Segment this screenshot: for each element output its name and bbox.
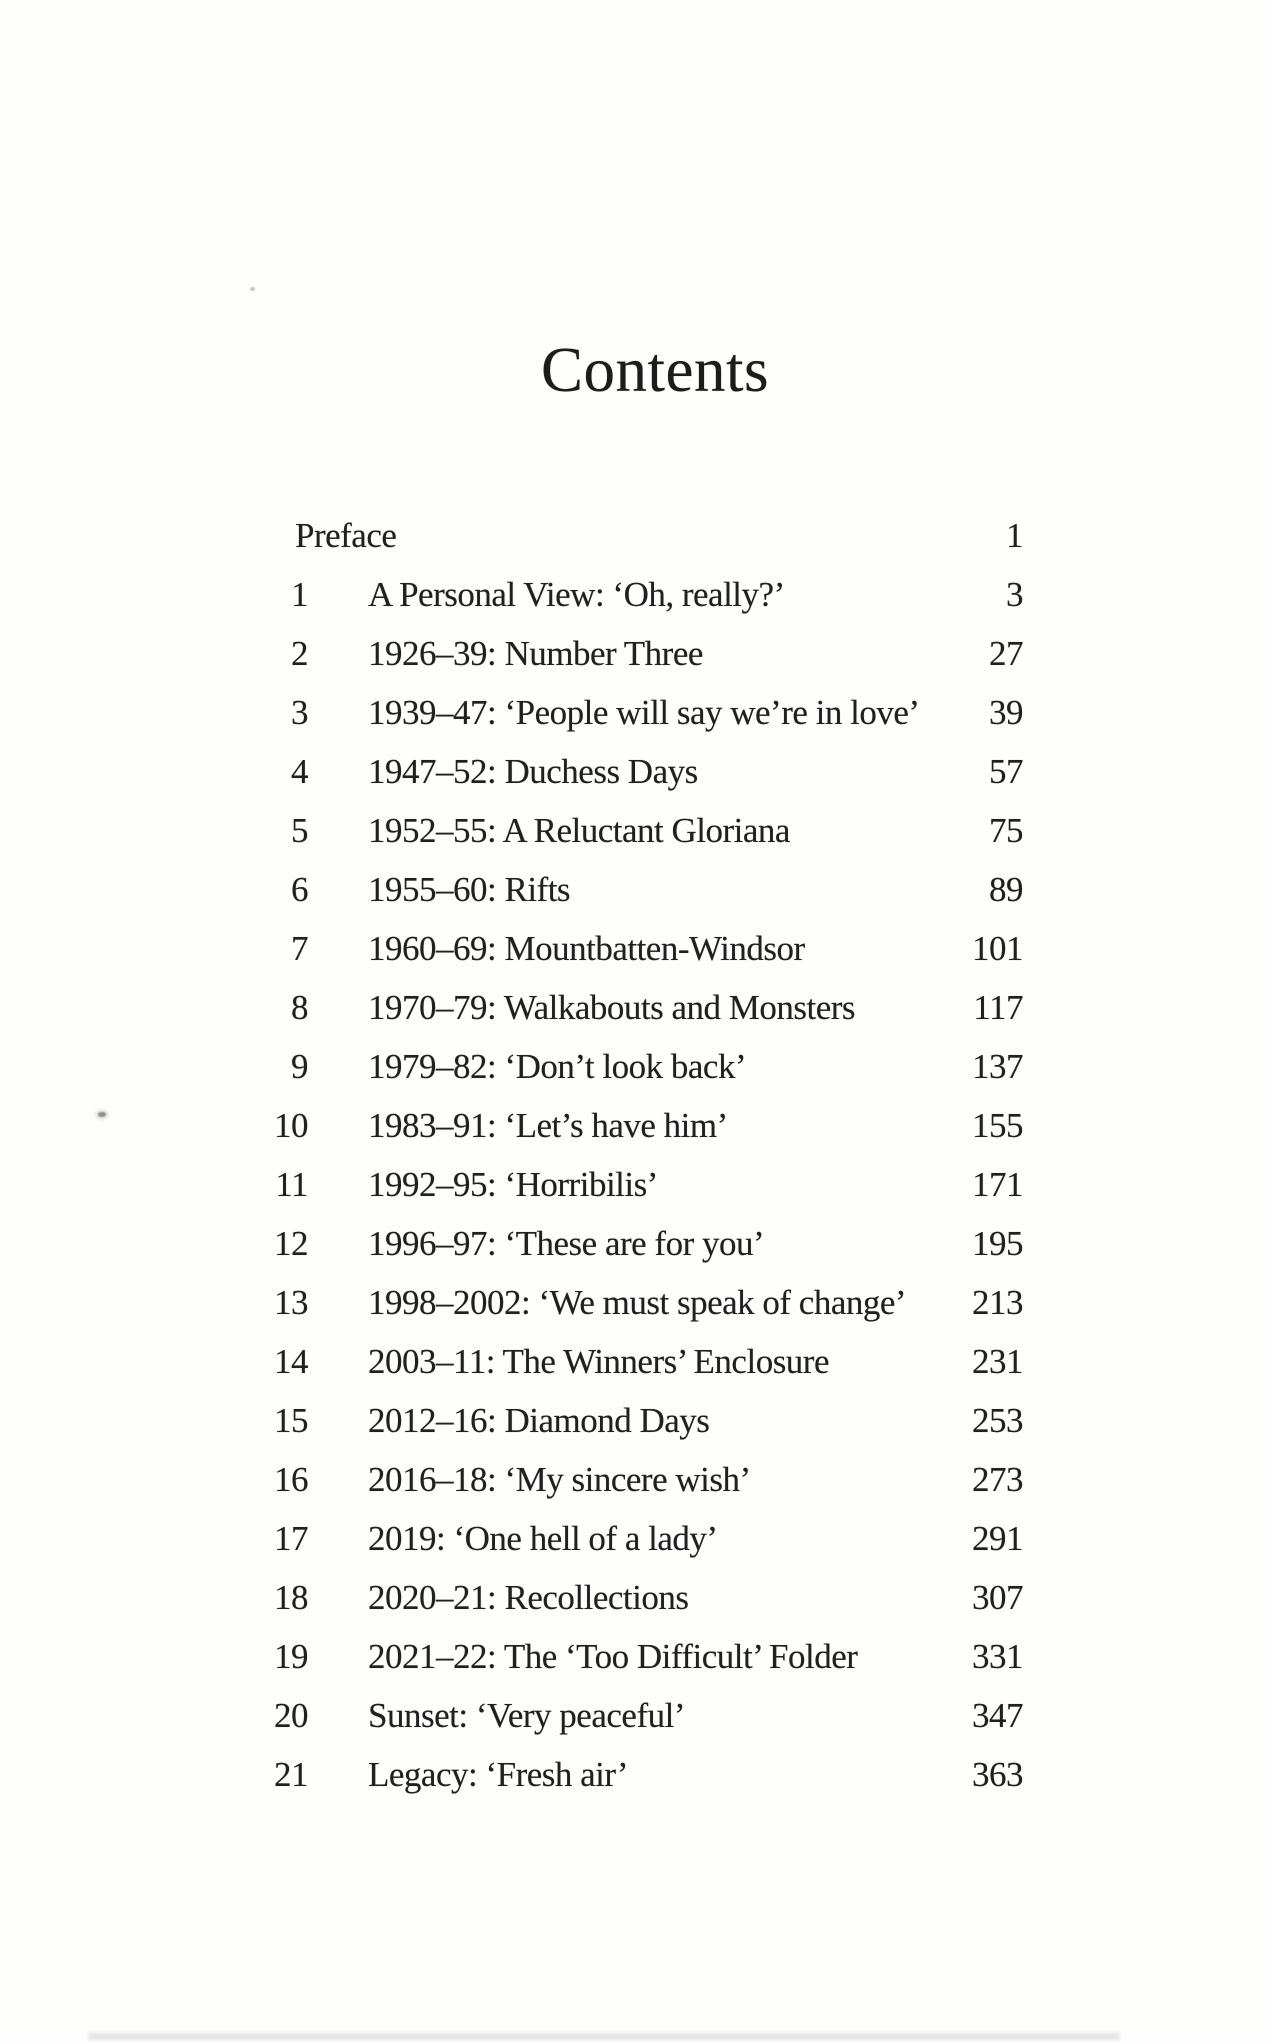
- chapter-title: 1996–97: ‘These are for you’: [368, 1224, 765, 1263]
- toc-row: [270, 683, 1023, 742]
- chapter-title: 1960–69: Mountbatten-Windsor: [368, 929, 805, 968]
- chapter-page-number: 231: [972, 1342, 1023, 1381]
- toc-row: [270, 1568, 1023, 1627]
- chapter-page-number: 347: [972, 1696, 1023, 1735]
- chapter-page-number: 117: [973, 988, 1023, 1027]
- chapter-title: 2012–16: Diamond Days: [368, 1401, 710, 1440]
- chapter-number: 16: [274, 1460, 308, 1499]
- chapter-title: A Personal View: ‘Oh, really?’: [368, 575, 785, 614]
- chapter-page-number: 27: [989, 634, 1023, 673]
- chapter-page-number: 75: [989, 811, 1023, 850]
- toc-row: [270, 1450, 1023, 1509]
- chapter-page-number: 307: [972, 1578, 1023, 1617]
- preface-label: Preface: [295, 516, 397, 555]
- chapter-page-number: 101: [972, 929, 1023, 968]
- chapter-title: 1970–79: Walkabouts and Monsters: [368, 988, 856, 1027]
- chapter-number: 14: [274, 1342, 308, 1381]
- chapter-number: 8: [291, 988, 308, 1027]
- chapter-title: 1947–52: Duchess Days: [368, 752, 698, 791]
- chapter-number: 21: [274, 1755, 308, 1794]
- chapter-title: 2019: ‘One hell of a lady’: [368, 1519, 718, 1558]
- chapter-title: Sunset: ‘Very peaceful’: [368, 1696, 685, 1735]
- chapter-page-number: 195: [972, 1224, 1023, 1263]
- chapter-page-number: 171: [972, 1165, 1023, 1204]
- chapter-number: 7: [291, 929, 308, 968]
- scan-speck: [98, 1112, 106, 1117]
- toc-row: [270, 801, 1023, 860]
- chapter-page-number: 39: [989, 693, 1023, 732]
- chapter-page-number: 363: [972, 1755, 1023, 1794]
- chapter-number: 4: [291, 752, 308, 791]
- toc-row: [270, 1745, 1023, 1804]
- preface-page-number: 1: [1006, 516, 1023, 555]
- chapter-page-number: 57: [989, 752, 1023, 791]
- toc-row: [270, 1332, 1023, 1391]
- toc-row: [270, 1627, 1023, 1686]
- toc-row: [270, 742, 1023, 801]
- chapter-page-number: 155: [972, 1106, 1023, 1145]
- chapter-title: 2003–11: The Winners’ Enclosure: [368, 1342, 829, 1381]
- chapter-page-number: 3: [1006, 575, 1023, 614]
- chapter-page-number: 273: [972, 1460, 1023, 1499]
- chapter-title: 1979–82: ‘Don’t look back’: [368, 1047, 747, 1086]
- chapter-number: 11: [275, 1165, 308, 1204]
- chapter-title: 1983–91: ‘Let’s have him’: [368, 1106, 728, 1145]
- chapter-number: 17: [274, 1519, 308, 1558]
- toc-row-preface: [270, 506, 1023, 565]
- chapter-number: 20: [274, 1696, 308, 1735]
- toc-row: [270, 978, 1023, 1037]
- toc-row: [270, 624, 1023, 683]
- scan-edge-artifact: [88, 2033, 1120, 2040]
- toc-row: [270, 919, 1023, 978]
- chapter-number: 1: [291, 575, 308, 614]
- toc-row: [270, 565, 1023, 624]
- chapter-page-number: 291: [972, 1519, 1023, 1558]
- chapter-page-number: 331: [972, 1637, 1023, 1676]
- toc-row: [270, 1273, 1023, 1332]
- toc-row: [270, 1686, 1023, 1745]
- chapter-title: Legacy: ‘Fresh air’: [368, 1755, 629, 1794]
- chapter-page-number: 253: [972, 1401, 1023, 1440]
- chapter-title: 1952–55: A Reluctant Gloriana: [368, 811, 790, 850]
- toc-row: [270, 1037, 1023, 1096]
- chapter-number: 5: [291, 811, 308, 850]
- chapter-page-number: 89: [989, 870, 1023, 909]
- chapter-number: 9: [291, 1047, 308, 1086]
- chapter-number: 13: [274, 1283, 308, 1322]
- toc-row: [270, 1509, 1023, 1568]
- toc-row: [270, 1096, 1023, 1155]
- chapter-number: 15: [274, 1401, 308, 1440]
- chapter-title: 2020–21: Recollections: [368, 1578, 689, 1617]
- chapter-page-number: 137: [972, 1047, 1023, 1086]
- chapter-title: 1939–47: ‘People will say we’re in love’: [368, 693, 920, 732]
- chapter-number: 6: [291, 870, 308, 909]
- chapter-number: 18: [274, 1578, 308, 1617]
- chapter-number: 12: [274, 1224, 308, 1263]
- chapter-title: 1998–2002: ‘We must speak of change’: [368, 1283, 907, 1322]
- toc-entries: [270, 565, 1023, 1804]
- scan-speck: [250, 287, 255, 291]
- table-of-contents: [270, 506, 1023, 1804]
- toc-row: [270, 1391, 1023, 1450]
- toc-row: [270, 860, 1023, 919]
- chapter-number: 10: [274, 1106, 308, 1145]
- toc-row: [270, 1155, 1023, 1214]
- chapter-number: 2: [291, 634, 308, 673]
- chapter-title: 1926–39: Number Three: [368, 634, 703, 673]
- chapter-title: 2016–18: ‘My sincere wish’: [368, 1460, 751, 1499]
- chapter-number: 3: [291, 693, 308, 732]
- page-title: Contents: [541, 335, 770, 405]
- toc-row: [270, 1214, 1023, 1273]
- chapter-number: 19: [274, 1637, 308, 1676]
- chapter-title: 1992–95: ‘Horribilis’: [368, 1165, 658, 1204]
- chapter-title: 2021–22: The ‘Too Difficult’ Folder: [368, 1637, 858, 1676]
- chapter-title: 1955–60: Rifts: [368, 870, 571, 909]
- chapter-page-number: 213: [972, 1283, 1023, 1322]
